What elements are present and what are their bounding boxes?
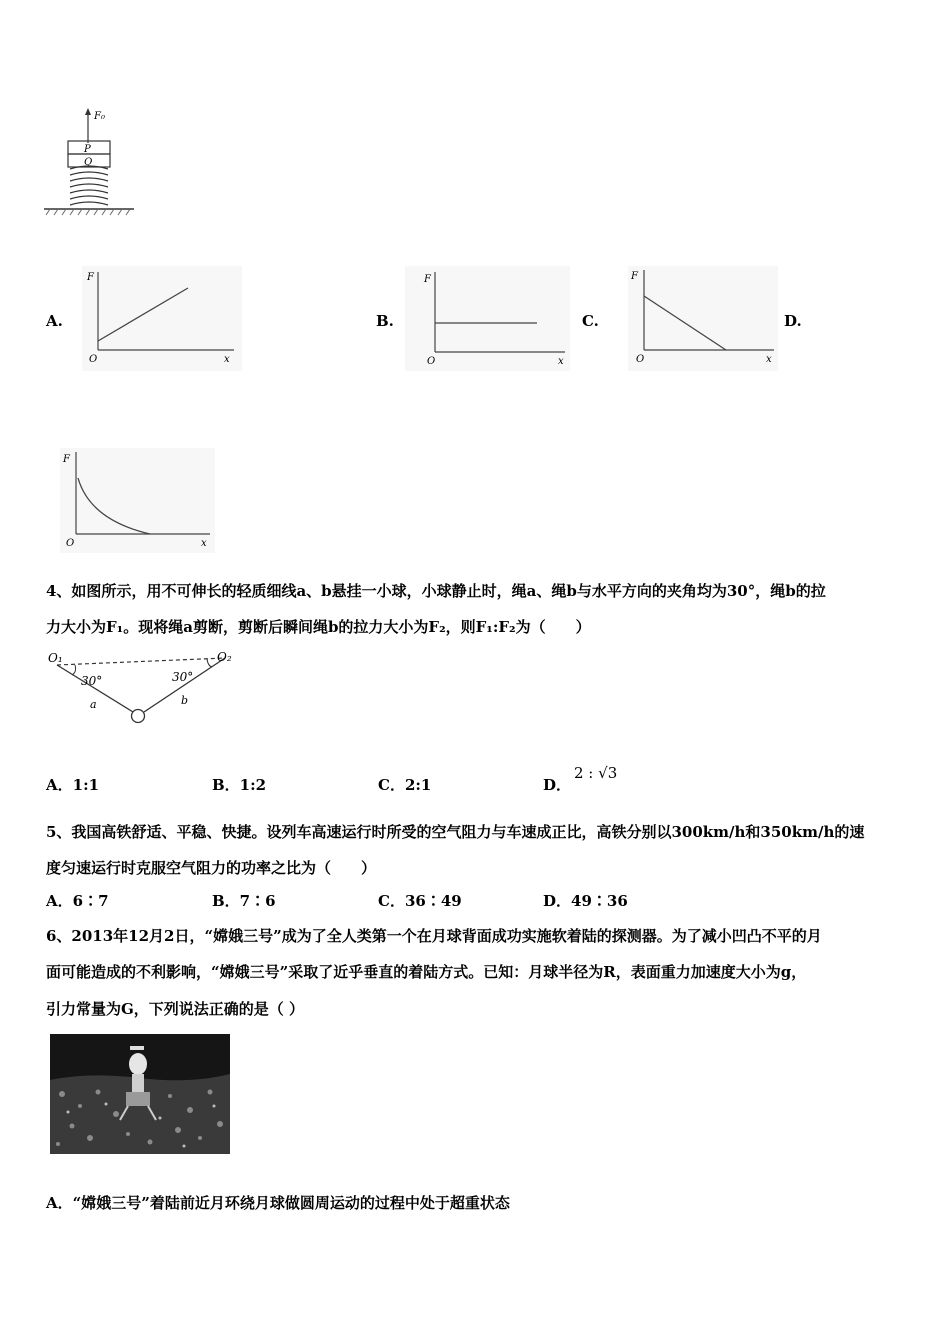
graph-d	[60, 448, 215, 553]
option-d-label: D.	[784, 312, 802, 330]
point-o2-label: O₂	[217, 650, 232, 664]
q4-option-d: D．	[543, 776, 572, 794]
q6-text-line1: 6、2013年12月2日，“嫦娥三号”成为了全人类第一个在月球背面成功实施软着陆的探测器。为了减小凹凸不平的月	[46, 927, 822, 945]
q4-option-a: A．1:1	[46, 776, 100, 794]
q4-option-b: B．1:2	[212, 776, 267, 794]
spring-block-figure	[40, 105, 140, 220]
q5-text-line1: 5、我国高铁舒适、平稳、快捷。设列车高速运行时所受的空气阻力与车速成正比，高铁分别以300km/h和350km/h的速	[46, 823, 865, 841]
angle-left-label: 30°	[81, 674, 103, 688]
graph-b	[405, 266, 570, 371]
q4-text-line2: 力大小为F₁。现将绳a剪断，剪断后瞬间绳b的拉力大小为F₂，则F₁:F₂为（ ）	[46, 618, 591, 636]
q4-option-d-math: 2 : √3	[574, 764, 618, 782]
axis-x-label: x	[558, 356, 564, 367]
axis-origin-label: O	[636, 354, 645, 365]
axis-x-label: x	[201, 538, 207, 549]
axis-f-label: F	[87, 272, 94, 283]
q6-text-line2: 面可能造成的不利影响，“嫦娥三号”采取了近乎垂直的着陆方式。已知：月球半径为R，表面重力加速度大小为g，	[46, 963, 807, 981]
q4-option-c: C．2:1	[378, 776, 432, 794]
rope-b-label: b	[181, 694, 189, 707]
option-c-label: C.	[582, 312, 599, 330]
axis-x-label: x	[766, 354, 772, 365]
q5-option-b: B．7∶6	[212, 892, 276, 910]
option-a-label: A.	[46, 312, 63, 330]
axis-f-label: F	[631, 271, 638, 282]
q6-option-a: A．“嫦娥三号”着陆前近月环绕月球做圆周运动的过程中处于超重状态	[46, 1194, 510, 1212]
force-label-f0: F₀	[94, 111, 105, 122]
rope-a-label: a	[90, 698, 97, 711]
axis-origin-label: O	[427, 356, 436, 367]
lunar-lander-photo	[50, 1034, 230, 1154]
graph-c	[628, 266, 778, 371]
point-o1-label: O₁	[48, 651, 63, 665]
block-q-label: Q	[84, 157, 93, 168]
angle-right-label: 30°	[172, 670, 194, 684]
axis-f-label: F	[63, 454, 70, 465]
q6-text-line3: 引力常量为G，下列说法正确的是（ ）	[46, 1000, 305, 1018]
q4-rope-figure	[45, 648, 250, 728]
axis-f-label: F	[424, 274, 431, 285]
block-p-label: P	[84, 144, 91, 155]
option-b-label: B.	[376, 312, 394, 330]
axis-origin-label: O	[66, 538, 75, 549]
graph-a	[82, 266, 242, 371]
q5-text-line2: 度匀速运行时克服空气阻力的功率之比为（ ）	[46, 859, 377, 877]
axis-origin-label: O	[89, 354, 98, 365]
q5-option-d: D．49∶36	[543, 892, 628, 910]
q5-option-a: A．6∶7	[46, 892, 109, 910]
q4-text-line1: 4、如图所示，用不可伸长的轻质细线a、b悬挂一小球，小球静止时，绳a、绳b与水平方向的夹角均为30°，绳b的拉	[46, 582, 826, 600]
q5-option-c: C．36∶49	[378, 892, 462, 910]
axis-x-label: x	[224, 354, 230, 365]
